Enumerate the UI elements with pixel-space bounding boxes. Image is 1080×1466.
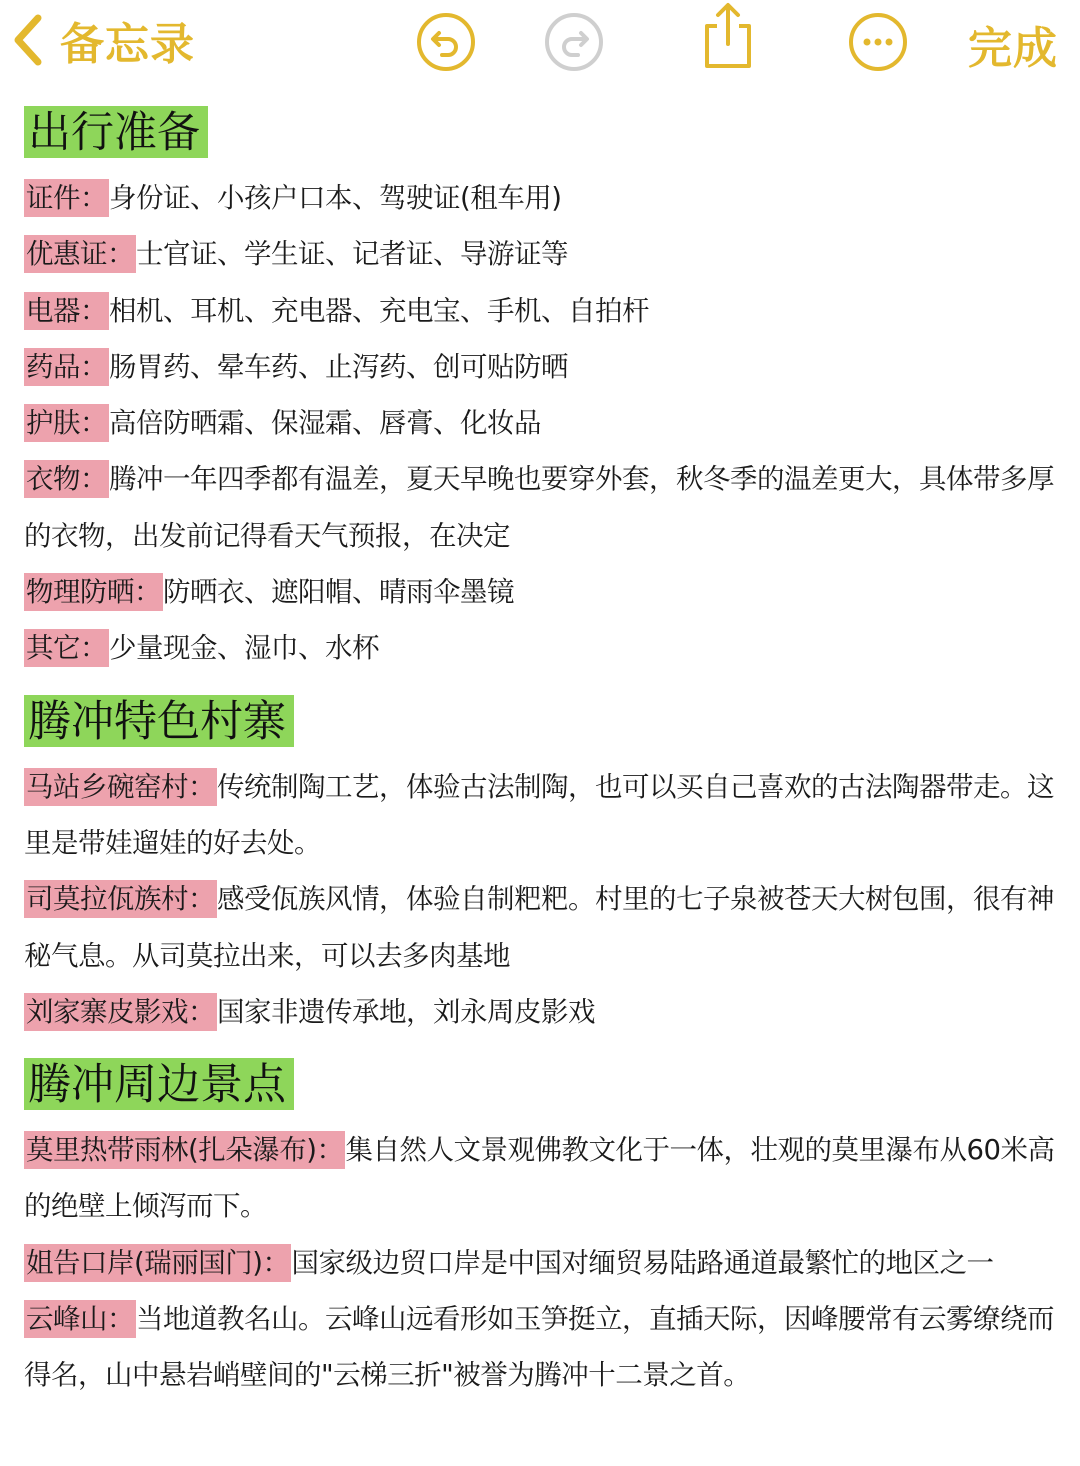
item-text: 当地道教名山。云峰山远看形如玉笋挺立，直插天际，因峰腰常有云雾缭绕而得名，山中悬岩峭壁间的"云梯三折"被誉为腾冲十二景之首。 [24,1303,1054,1392]
list-item [24,170,1060,226]
item-label: 刘家寨皮影戏： [24,993,217,1031]
section-title: 出行准备 [24,106,208,158]
undo-icon [415,11,477,73]
list-item [24,1291,1060,1404]
section-title: 腾冲周边景点 [24,1058,294,1110]
item-label: 马站乡碗窑村： [24,768,217,806]
item-label: 护肤： [24,404,109,442]
section-attractions [24,1058,1060,1403]
more-button[interactable] [846,10,910,74]
back-label: 备忘录 [60,19,195,70]
item-label: 云峰山： [24,1300,136,1338]
undo-button[interactable] [414,10,478,74]
item-label: 物理防晒： [24,573,163,611]
share-button[interactable] [696,4,760,68]
item-label: 证件： [24,179,109,217]
done-button[interactable]: 完成 [968,23,1058,74]
item-text: 腾冲一年四季都有温差，夏天早晚也要穿外套，秋冬季的温差更大，具体带多厚的衣物，出发前记得看天气预报，在决定 [24,463,1054,552]
item-label: 电器： [24,292,109,330]
more-icon [847,11,909,73]
item-text: 防晒衣、遮阳帽、晴雨伞墨镜 [163,576,514,609]
item-text: 相机、耳机、充电器、充电宝、手机、自拍杆 [109,294,649,327]
item-text: 感受佤族风情，体验自制粑粑。村里的七子泉被苍天大树包围，很有神秘气息。从司莫拉出来，可以去多肉基地 [24,883,1054,972]
section-villages [24,695,1060,1040]
list-item [24,620,1060,676]
item-label: 优惠证： [24,235,136,273]
list-item [24,283,1060,339]
item-label: 莫里热带雨林(扎朵瀑布)： [24,1131,345,1169]
list-item [24,451,1060,564]
item-text: 肠胃药、晕车药、止泻药、创可贴防晒 [109,350,568,383]
item-label: 药品： [24,348,109,386]
item-label: 司莫拉佤族村： [24,880,217,918]
list-item [24,984,1060,1040]
list-item [24,395,1060,451]
item-text: 士官证、学生证、记者证、导游证等 [136,238,568,271]
redo-icon [543,11,605,73]
item-text: 传统制陶工艺，体验古法制陶，也可以买自己喜欢的古法陶器带走。这里是带娃遛娃的好去处。 [24,770,1054,859]
item-text: 国家非遗传承地，刘永周皮影戏 [217,995,595,1028]
item-text: 高倍防晒霜、保湿霜、唇膏、化妆品 [109,407,541,440]
notes-toolbar [0,0,1080,90]
item-text: 身份证、小孩户口本、驾驶证(租车用) [109,182,562,214]
list-item [24,759,1060,872]
share-icon [697,0,759,72]
section-travel-prep [24,106,1060,677]
note-body[interactable] [24,106,1060,1404]
list-item [24,226,1060,282]
item-text: 国家级边贸口岸是中国对缅贸易陆路通道最繁忙的地区之一 [291,1246,994,1279]
back-button[interactable] [12,10,195,70]
chevron-left-icon [12,14,44,66]
list-item [24,339,1060,395]
list-item [24,871,1060,984]
redo-button[interactable] [542,10,606,74]
item-text: 集自然人文景观佛教文化于一体，壮观的莫里瀑布从60米高的绝壁上倾泻而下。 [24,1134,1055,1223]
item-label: 衣物： [24,460,109,498]
item-text: 少量现金、湿巾、水杯 [109,632,379,665]
list-item [24,1235,1060,1291]
item-label: 姐告口岸(瑞丽国门)： [24,1244,291,1282]
section-title: 腾冲特色村寨 [24,695,294,747]
list-item [24,1122,1060,1235]
item-label: 其它： [24,629,109,667]
list-item [24,564,1060,620]
